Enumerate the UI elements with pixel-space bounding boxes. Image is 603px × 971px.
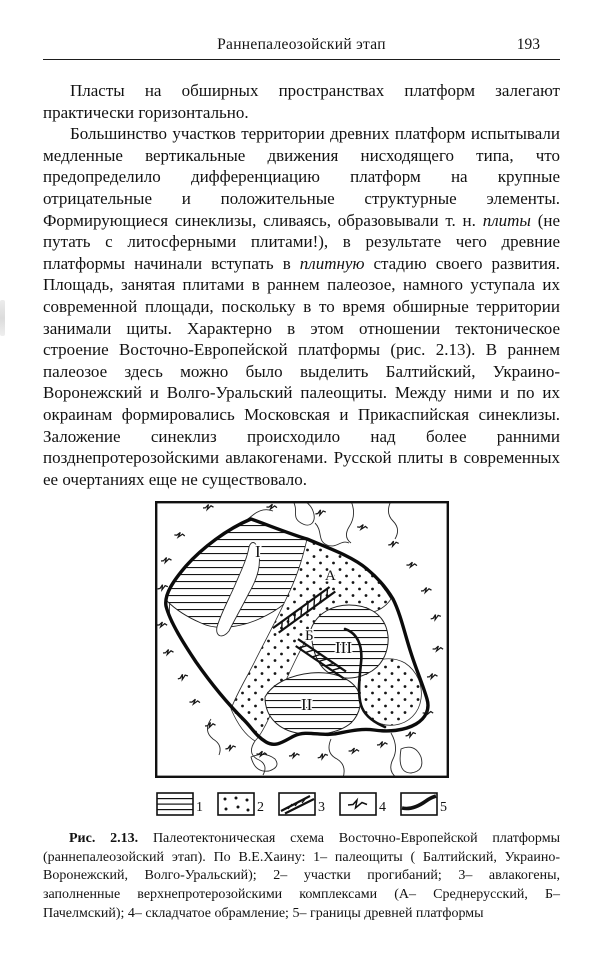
fold-zigzag-icon: [256, 751, 267, 757]
fold-zigzag-icon: [266, 504, 277, 510]
legend-number: 2: [257, 800, 264, 816]
fold-zigzag-icon: [421, 588, 432, 593]
paragraph-2: [43, 123, 560, 490]
fold-zigzag-icon: [205, 723, 216, 728]
fold-zigzag-icon: [377, 742, 388, 747]
map-label-region-iii: III: [334, 638, 352, 658]
figure-caption-label: Рис. 2.13.: [69, 831, 139, 847]
legend-swatch-zigzag-icon: [339, 792, 377, 816]
fold-zigzag-icon: [406, 562, 417, 568]
paragraph-2-italic-plity: плиты: [482, 210, 531, 230]
map-label-region-i: I: [254, 542, 261, 562]
running-header-title: Раннепалеозойский этап: [217, 36, 386, 53]
body-text: [43, 80, 560, 490]
fold-zigzag-icon: [317, 753, 328, 760]
figure-caption: [43, 830, 560, 923]
legend-number: 4: [379, 800, 386, 816]
paleotectonic-map: [155, 501, 449, 778]
paragraph-1: [43, 80, 560, 123]
map-legend: [43, 792, 560, 816]
fold-zigzag-icon: [161, 558, 172, 563]
fold-zigzag-icon: [289, 753, 300, 758]
paragraph-2-text-a: Большинство участков территории древних платформ испытывали медленные вертикальные движения нисходящего типа, что предопределило дифференциацию платформ на крупные отрицательные и положительные структурные элементы. Формирующиеся синеклизы, сливаясь, образовывали т. н.: [43, 124, 560, 230]
legend-number: 5: [440, 800, 447, 816]
legend-swatch-aulacogen-band-icon: [278, 792, 316, 816]
map-label-aulacogen-b: Б: [304, 628, 314, 645]
fold-zigzag-icon: [405, 731, 416, 737]
paragraph-2-italic-plitnuyu: плитную: [299, 253, 365, 273]
page-number: 193: [516, 36, 540, 53]
paragraph-2-text-b: (не путать с литосферными плитами!), в результате чего древние платформы начинали вступать в: [43, 210, 560, 273]
fold-zigzag-icon: [430, 614, 441, 621]
fold-zigzag-icon: [156, 622, 167, 628]
legend-swatch-dots-icon: [217, 792, 255, 816]
map-label-region-ii: II: [300, 695, 312, 715]
fold-zigzag-icon: [189, 699, 200, 705]
fold-zigzag-icon: [163, 650, 174, 655]
fold-zigzag-icon: [225, 745, 236, 751]
paragraph-1-text: Пласты на обширных пространствах платформ залегают практически горизонтально.: [43, 81, 560, 122]
scan-artifact: [0, 300, 5, 336]
fold-zigzag-icon: [174, 532, 185, 539]
legend-swatch-boundary-line-icon: [400, 792, 438, 816]
legend-number: 3: [318, 800, 325, 816]
fold-zigzag-icon: [427, 674, 438, 679]
fold-zigzag-icon: [177, 674, 188, 681]
paragraph-2-text-c: стадию своего развития. Площадь, занятая плитами в раннем палеозое, намного уступала их современной площади, поскольку в то время обширные территории занимали щиты. Характерно в этом отношении тектоническое строение Восточно-Европейской платформы (рис. 2.13). В раннем палеозое здесь можно было выделить Балтийский, Украино-Воронежский и Волго-Уральский палеощиты. Между ними и по их окраинам формировались Московская и Прикаспийская синеклизы. Заложение синеклиз происходило над более ранними позднепротерозойскими авлакогенами. Русской плиты в современных ее очертаниях еще не существовало.: [43, 253, 560, 489]
legend-item-1: [156, 792, 203, 816]
fold-zigzag-icon: [388, 541, 399, 547]
figure-caption-text: Палеотектоническая схема Восточно-Европейской платформы (раннепалеозойский этап). По В.Е.Хаину: 1– палеощиты ( Балтийский, Украино-Воронежский, Волго-Уральский); 2– участки прогибаний; 3– авлакогены, заполненные верхнепротерозойскими комплексами (А– Среднерусский, Б– Пачелмский); 4– складчатое обрамление; 5– границы древней платформы: [43, 831, 560, 921]
fold-zigzag-icon: [203, 505, 214, 510]
legend-item-4: [339, 792, 386, 816]
fold-zigzag-icon: [356, 524, 367, 531]
figure-2-13: [43, 501, 560, 923]
map-label-aulacogen-a: А: [324, 568, 336, 585]
legend-item-5: [400, 792, 447, 816]
legend-swatch-horizontal-lines-icon: [156, 792, 194, 816]
fold-zigzag-icon: [315, 510, 326, 516]
legend-number: 1: [196, 800, 203, 816]
fold-zigzag-icon: [432, 646, 443, 652]
fold-zigzag-icon: [157, 584, 168, 590]
fold-zigzag-icon: [348, 748, 359, 754]
legend-item-3: [278, 792, 325, 816]
legend-item-2: [217, 792, 264, 816]
running-header: [43, 36, 560, 60]
